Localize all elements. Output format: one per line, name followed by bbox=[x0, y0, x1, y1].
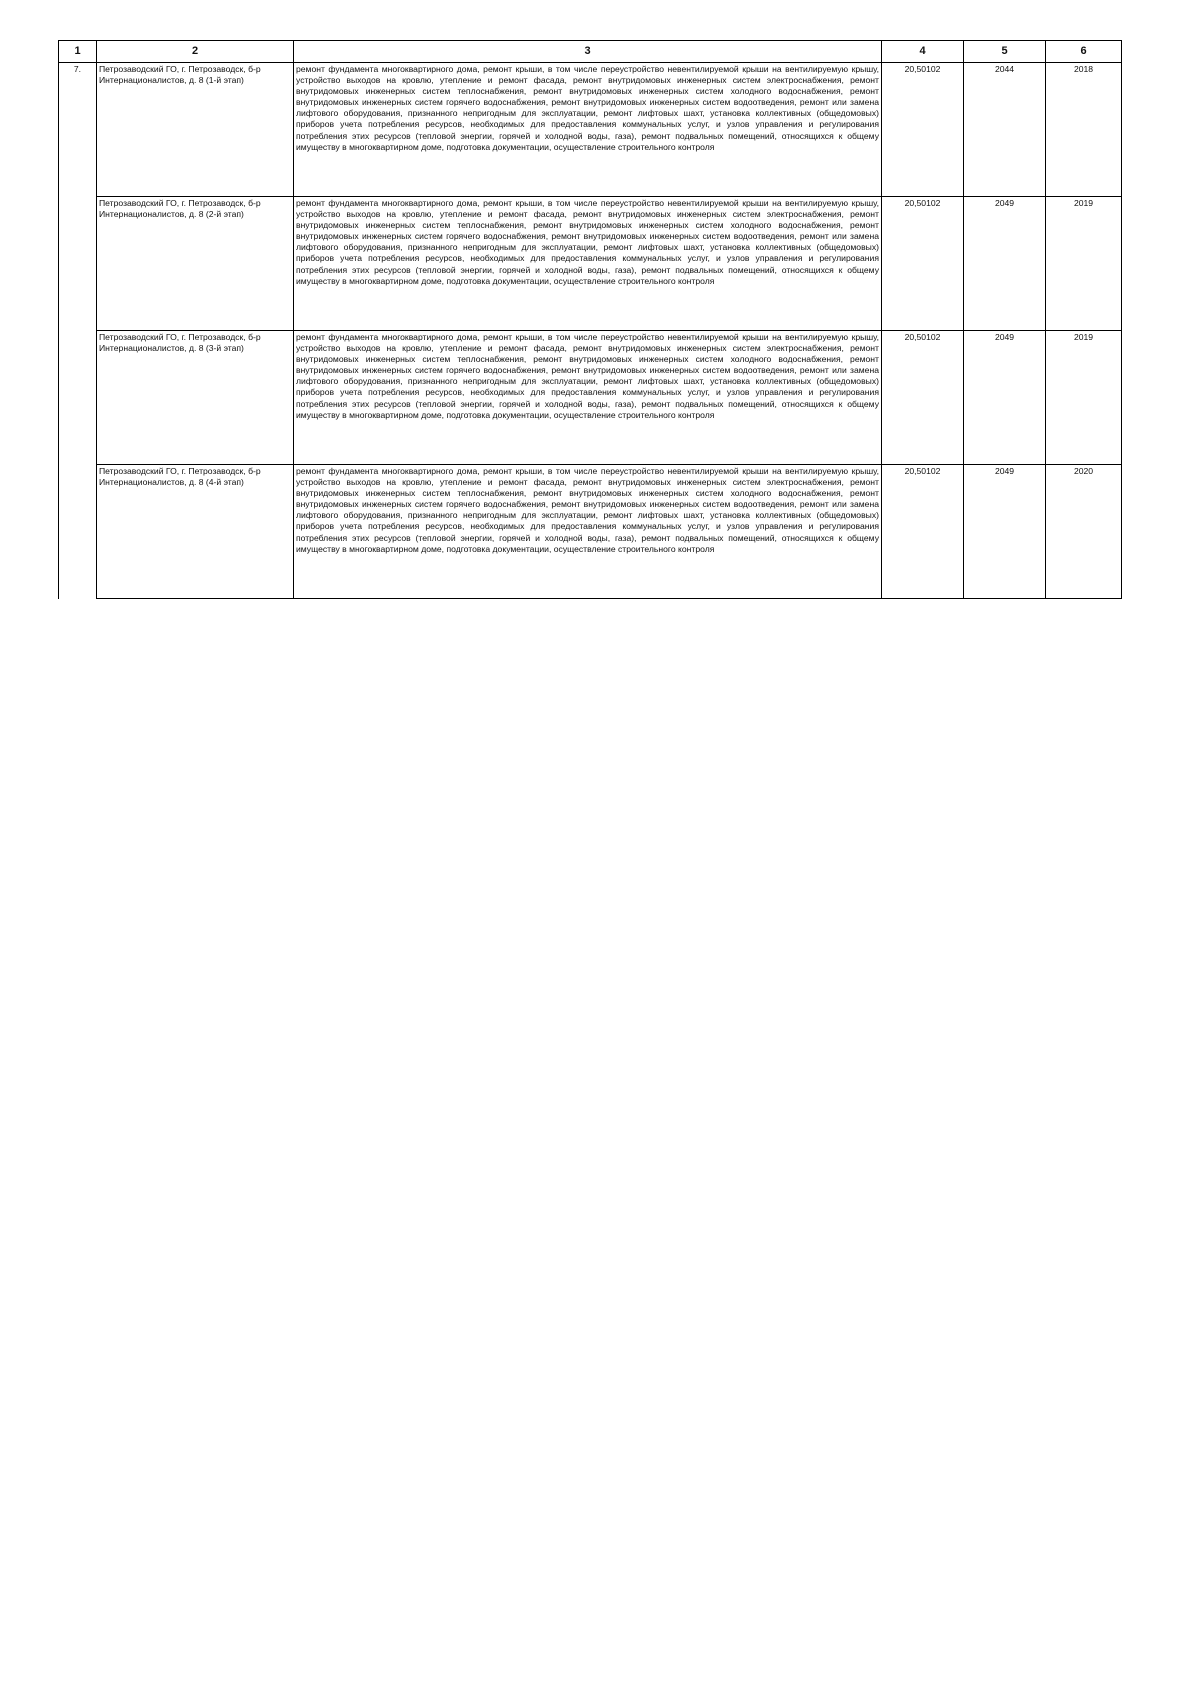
col6-cell: 2020 bbox=[1046, 465, 1122, 599]
col6-cell: 2019 bbox=[1046, 197, 1122, 331]
works-table bbox=[58, 40, 1122, 599]
col5-cell: 2044 bbox=[964, 63, 1046, 197]
address-cell: Петрозаводский ГО, г. Петрозаводск, б-р Интернационалистов, д. 8 (3-й этап) bbox=[97, 331, 294, 465]
header-col-5: 5 bbox=[964, 41, 1046, 63]
header-col-1: 1 bbox=[59, 41, 97, 63]
header-col-3: 3 bbox=[294, 41, 882, 63]
col5-cell: 2049 bbox=[964, 465, 1046, 599]
header-col-2: 2 bbox=[97, 41, 294, 63]
table-row bbox=[59, 331, 1122, 465]
works-cell: ремонт фундамента многоквартирного дома, ремонт крыши, в том числе переустройство невентилируемой крыши на вентилируемую крышу, устройство выходов на кровлю, утепление и ремонт фасада, ремонт внутридомовых инженерных систем электроснабжения, ремонт внутридомовых инженерных систем теплоснабжения, ремонт внутридомовых инженерных систем холодного водоснабжения, ремонт внутридомовых инженерных систем горячего водоснабжения, ремонт внутридомовых инженерных систем водоотведения, ремонт или замена лифтового оборудования, признанного непригодным для эксплуатации, ремонт лифтовых шахт, установка коллективных (общедомовых) приборов учета потребления ресурсов, необходимых для предоставления коммунальных услуг, и узлов управления и регулирования потребления этих ресурсов (тепловой энергии, горячей и холодной воды, газа), ремонт подвальных помещений, относящихся к общему имуществу в многоквартирном доме, подготовка документации, осуществление строительного контроля bbox=[294, 465, 882, 599]
header-row bbox=[59, 41, 1122, 63]
address-cell: Петрозаводский ГО, г. Петрозаводск, б-р Интернационалистов, д. 8 (1-й этап) bbox=[97, 63, 294, 197]
col4-cell: 20,50102 bbox=[882, 63, 964, 197]
address-cell: Петрозаводский ГО, г. Петрозаводск, б-р Интернационалистов, д. 8 (4-й этап) bbox=[97, 465, 294, 599]
col4-cell: 20,50102 bbox=[882, 331, 964, 465]
col5-cell: 2049 bbox=[964, 197, 1046, 331]
col4-cell: 20,50102 bbox=[882, 465, 964, 599]
header-col-4: 4 bbox=[882, 41, 964, 63]
col6-cell: 2018 bbox=[1046, 63, 1122, 197]
works-cell: ремонт фундамента многоквартирного дома, ремонт крыши, в том числе переустройство невентилируемой крыши на вентилируемую крышу, устройство выходов на кровлю, утепление и ремонт фасада, ремонт внутридомовых инженерных систем электроснабжения, ремонт внутридомовых инженерных систем теплоснабжения, ремонт внутридомовых инженерных систем холодного водоснабжения, ремонт внутридомовых инженерных систем горячего водоснабжения, ремонт внутридомовых инженерных систем водоотведения, ремонт или замена лифтового оборудования, признанного непригодным для эксплуатации, ремонт лифтовых шахт, установка коллективных (общедомовых) приборов учета потребления ресурсов, необходимых для предоставления коммунальных услуг, и узлов управления и регулирования потребления этих ресурсов (тепловой энергии, горячей и холодной воды, газа), ремонт подвальных помещений, относящихся к общему имуществу в многоквартирном доме, подготовка документации, осуществление строительного контроля bbox=[294, 63, 882, 197]
address-cell: Петрозаводский ГО, г. Петрозаводск, б-р Интернационалистов, д. 8 (2-й этап) bbox=[97, 197, 294, 331]
col4-cell: 20,50102 bbox=[882, 197, 964, 331]
table-row bbox=[59, 465, 1122, 599]
works-cell: ремонт фундамента многоквартирного дома, ремонт крыши, в том числе переустройство невентилируемой крыши на вентилируемую крышу, устройство выходов на кровлю, утепление и ремонт фасада, ремонт внутридомовых инженерных систем электроснабжения, ремонт внутридомовых инженерных систем теплоснабжения, ремонт внутридомовых инженерных систем холодного водоснабжения, ремонт внутридомовых инженерных систем горячего водоснабжения, ремонт внутридомовых инженерных систем водоотведения, ремонт или замена лифтового оборудования, признанного непригодным для эксплуатации, ремонт лифтовых шахт, установка коллективных (общедомовых) приборов учета потребления ресурсов, необходимых для предоставления коммунальных услуг, и узлов управления и регулирования потребления этих ресурсов (тепловой энергии, горячей и холодной воды, газа), ремонт подвальных помещений, относящихся к общему имуществу в многоквартирном доме, подготовка документации, осуществление строительного контроля bbox=[294, 197, 882, 331]
table-row bbox=[59, 63, 1122, 197]
row-number: 7. bbox=[59, 63, 97, 599]
col6-cell: 2019 bbox=[1046, 331, 1122, 465]
header-col-6: 6 bbox=[1046, 41, 1122, 63]
table-row bbox=[59, 197, 1122, 331]
works-cell: ремонт фундамента многоквартирного дома, ремонт крыши, в том числе переустройство невентилируемой крыши на вентилируемую крышу, устройство выходов на кровлю, утепление и ремонт фасада, ремонт внутридомовых инженерных систем электроснабжения, ремонт внутридомовых инженерных систем теплоснабжения, ремонт внутридомовых инженерных систем холодного водоснабжения, ремонт внутридомовых инженерных систем горячего водоснабжения, ремонт внутридомовых инженерных систем водоотведения, ремонт или замена лифтового оборудования, признанного непригодным для эксплуатации, ремонт лифтовых шахт, установка коллективных (общедомовых) приборов учета потребления ресурсов, необходимых для предоставления коммунальных услуг, и узлов управления и регулирования потребления этих ресурсов (тепловой энергии, горячей и холодной воды, газа), ремонт подвальных помещений, относящихся к общему имуществу в многоквартирном доме, подготовка документации, осуществление строительного контроля bbox=[294, 331, 882, 465]
col5-cell: 2049 bbox=[964, 331, 1046, 465]
